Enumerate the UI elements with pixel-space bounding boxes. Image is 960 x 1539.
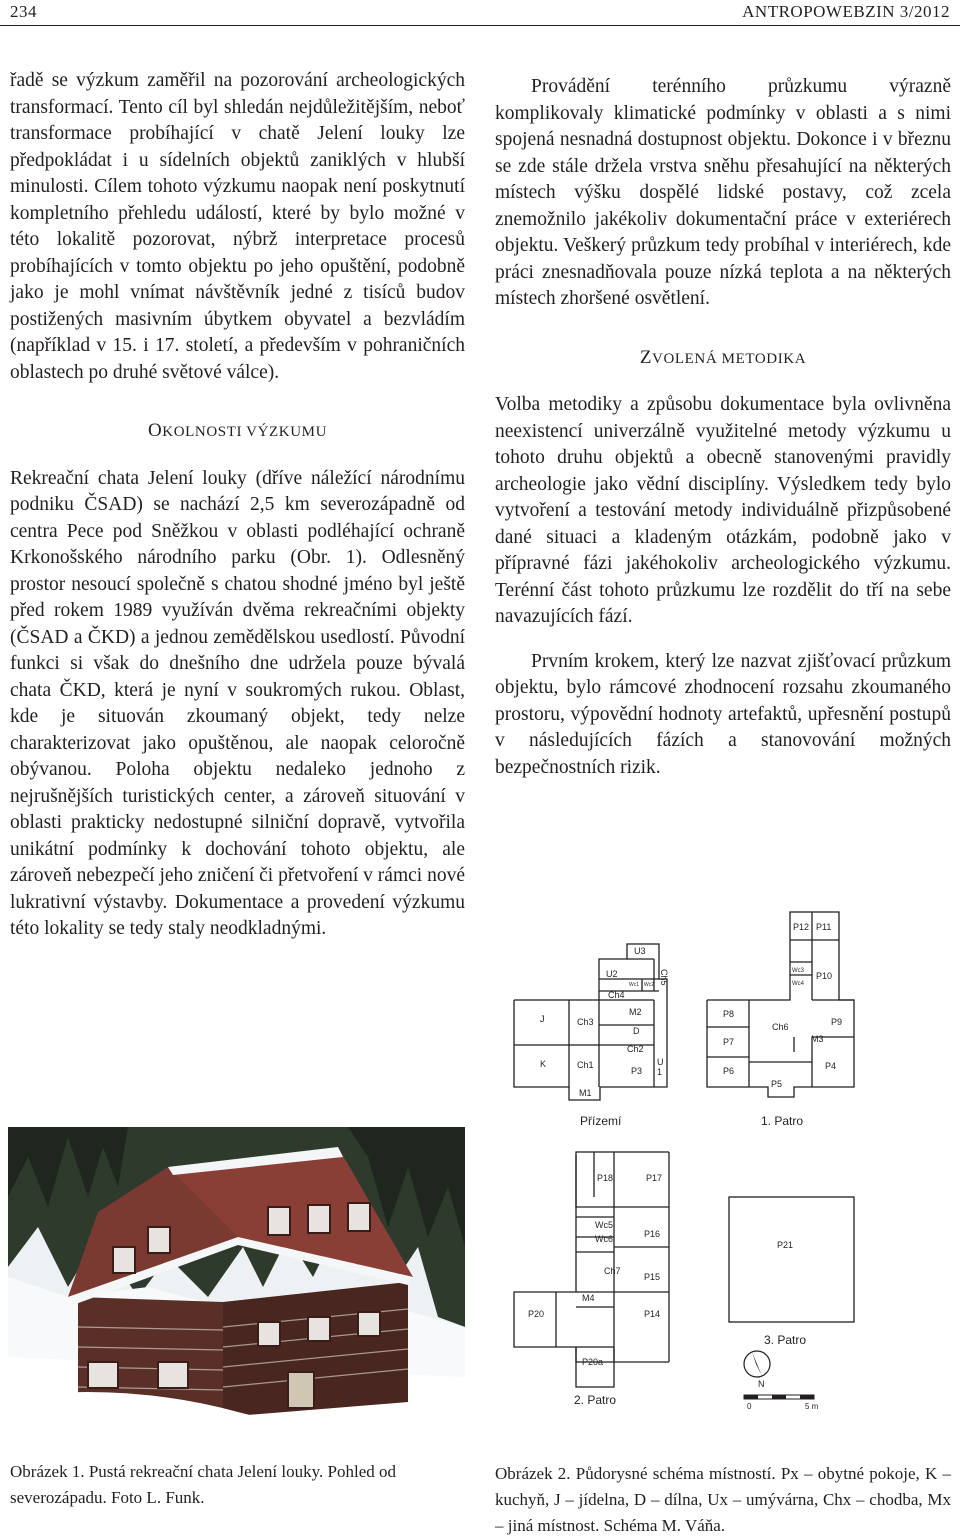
page-number: 234 (10, 2, 37, 21)
room-label: Ch7 (604, 1266, 621, 1276)
room-label: Wc1 (629, 982, 639, 988)
scale-bar (744, 1395, 814, 1399)
room-label: P15 (644, 1272, 661, 1282)
floor-label-1: 1. Patro (761, 1114, 804, 1128)
room-label: P20a (582, 1357, 604, 1367)
room-label: Ch2 (627, 1044, 644, 1054)
heading-initial: Z (639, 346, 653, 368)
room-label: P14 (644, 1309, 661, 1319)
room-label: P10 (816, 971, 833, 981)
room-label: M2 (629, 1007, 642, 1017)
left-paragraph-2: Rekreační chata Jelení louky (dříve náležící národnímu podniku ČSAD) se nachází 2,5 km severozápadně od centra Pece pod Sněžkou v oblasti podléhající ochraně Krkonošského národního parku (Obr. 1). Odlesněný prostor nesoucí společně s chatou shodné jméno byl ještě před rokem 1989 využíván dvěma rekreačními objekty (ČSAD a ČKD) a jednou zemědělskou usedlostí. Původní funkci si však do dnešního dne udržela pouze bývalá chata ČKD, která je nyní v soukromých rukou. Oblast, kde je situován zkoumaný objekt, tedy nelze charakterizovat jako opuštěnou, ale naopak celoročně obývanou. Poloha objektu nedaleko jednoho z nejrušnějších turistických center, a zároveň situování v oblasti prakticky nedostupné silniční dopravě, vytvořila unikátní podmínky k dochování tohoto objektu, ale zároveň nebezpečí jeho zničení či přetvoření v rámci nové lukrativní výstavby. Dokumentace a provedení výzkumu této lokality se tedy staly neodkladnými. (10, 467, 465, 939)
room-label: Wc5 (595, 1220, 613, 1230)
section-heading-metodika (495, 345, 951, 373)
room-label: J (540, 1014, 545, 1024)
room-label: P7 (723, 1037, 735, 1047)
room-label: Ch1 (577, 1060, 594, 1070)
room-label: P4 (825, 1061, 837, 1071)
left-paragraph-1: řadě se výzkum zaměřil na pozorování archeologických transformací. Tento cíl byl shledán nejdůležitějším, neboť transformace probíhající v chatě Jelení louky lze předpokládat i u sídelních objektů zaniklých v hlubší minulosti. Cílem tohoto výzkumu naopak není poskytnutí kompletního přehledu událostí, které by bylo možné v této lokalitě pozorovat, nýbrž interpretace procesů probíhajících v tomto objektu po jeho opuštění, podobně jako je mohl vnímat návštěvník jedné z tisíců budov postižených masivním úbytkem obyvatel a bezvládím (například v 15. i 17. století, a především v pohraničních oblastech po druhé světové válce). (10, 70, 465, 383)
room-label: U2 (606, 969, 618, 979)
room-label: P20 (528, 1309, 545, 1319)
room-label: Wc6 (595, 1234, 613, 1244)
room-label: M1 (579, 1088, 592, 1098)
room-label: P3 (631, 1066, 643, 1076)
room-label: 1 (657, 1067, 663, 1077)
room-label: Ch5 (659, 969, 669, 986)
room-label: P5 (771, 1079, 783, 1089)
room-label: M3 (811, 1034, 824, 1044)
journal-title: ANTROPOWEBZIN 3/2012 (742, 2, 950, 21)
room-label: Ch3 (577, 1017, 594, 1027)
heading-rest: KOLNOSTI VÝZKUMU (162, 424, 328, 440)
left-column (10, 68, 465, 943)
figure-1-caption: Obrázek 1. Pustá rekreační chata Jelení louky. Pohled od severozápadu. Foto L. Funk. (10, 1462, 396, 1507)
room-label: M4 (582, 1293, 595, 1303)
floor-plan-drawing (494, 897, 864, 1419)
scale-end: 5 m (805, 1402, 819, 1411)
header-rule (0, 25, 960, 26)
right-column (495, 74, 951, 781)
floor-label-2: 2. Patro (574, 1393, 617, 1407)
room-label: P8 (723, 1009, 735, 1019)
room-label: Wc3 (792, 968, 804, 974)
figure-2-caption: Obrázek 2. Půdorysné schéma místností. Px – obytné pokoje, K – kuchyň, J – jídelna, D – dílna, Ux – umývárna, Chx – chodba, Mx – jiná místnost. Schéma M. Váňa. (495, 1464, 951, 1535)
room-label: Wc2 (644, 982, 654, 988)
floor-label-ground: Přízemí (580, 1114, 622, 1128)
room-label: P9 (831, 1017, 843, 1027)
scale-start: 0 (747, 1402, 752, 1411)
chalet-photo (8, 1127, 465, 1449)
room-label: P16 (644, 1229, 661, 1239)
right-paragraph-1: Provádění terénního průzkumu výrazně komplikovaly klimatické podmínky v oblasti a s nimi spojená nesnadná dostupnost objektu. Dokonce i v březnu se zde stále držela vrstva sněhu přesahující na některých místech výšku dospělé lidské postavy, což zcela znemožnilo jakékoliv dokumentační práce v exteriérech objektu. Veškerý průzkum tedy probíhal v interiérech, kde práci znesnadňovala pouze nízká teplota a na některých místech zhoršené osvětlení. (495, 76, 951, 309)
room-label: P18 (597, 1173, 614, 1183)
room-label: U3 (634, 946, 646, 956)
floor-label-3: 3. Patro (764, 1333, 807, 1347)
floor-plan-figure (494, 897, 864, 1419)
heading-rest: VOLENÁ METODIKA (652, 350, 807, 367)
room-label: Ch6 (772, 1022, 789, 1032)
room-label: Wc4 (792, 981, 804, 987)
chalet-photo-illustration (8, 1127, 465, 1449)
room-label: K (540, 1059, 547, 1069)
room-label: P11 (816, 922, 832, 932)
room-label: P21 (777, 1240, 794, 1250)
room-label: U (657, 1057, 664, 1067)
heading-initial: O (147, 420, 163, 441)
section-heading-okolnosti (10, 418, 465, 446)
right-paragraph-3: Prvním krokem, který lze nazvat zjišťovací průzkum objektu, bylo rámcové zhodnocení rozsahu zkoumaného prostoru, výpovědní hodnoty artefaktů, upřesnění postupů v následujících fázích a stanovování možných bezpečnostních rizik. (495, 650, 951, 778)
north-label: N (758, 1379, 765, 1389)
right-paragraph-2: Volba metodiky a způsobu dokumentace byla ovlivněna neexistencí univerzálně využitelné metody výzkumu u tohoto druhu objektů a obecně stanovenými pravidly archeologie jako vědní disciplíny. Výsledkem tedy bylo vytvoření a testování metody individuálně přizpůsobené dané situaci a kladeným otázkám, podobně jako v přípravné fázi jakéhokoliv archeologického výzkumu. Terénní část tohoto průzkumu lze rozdělit do tří na sebe navazujících fází. (495, 394, 951, 627)
room-label: Ch4 (608, 990, 625, 1000)
room-label: D (633, 1026, 640, 1036)
room-label: P17 (646, 1173, 663, 1183)
room-label: P12 (793, 922, 810, 932)
room-label: P6 (723, 1066, 735, 1076)
